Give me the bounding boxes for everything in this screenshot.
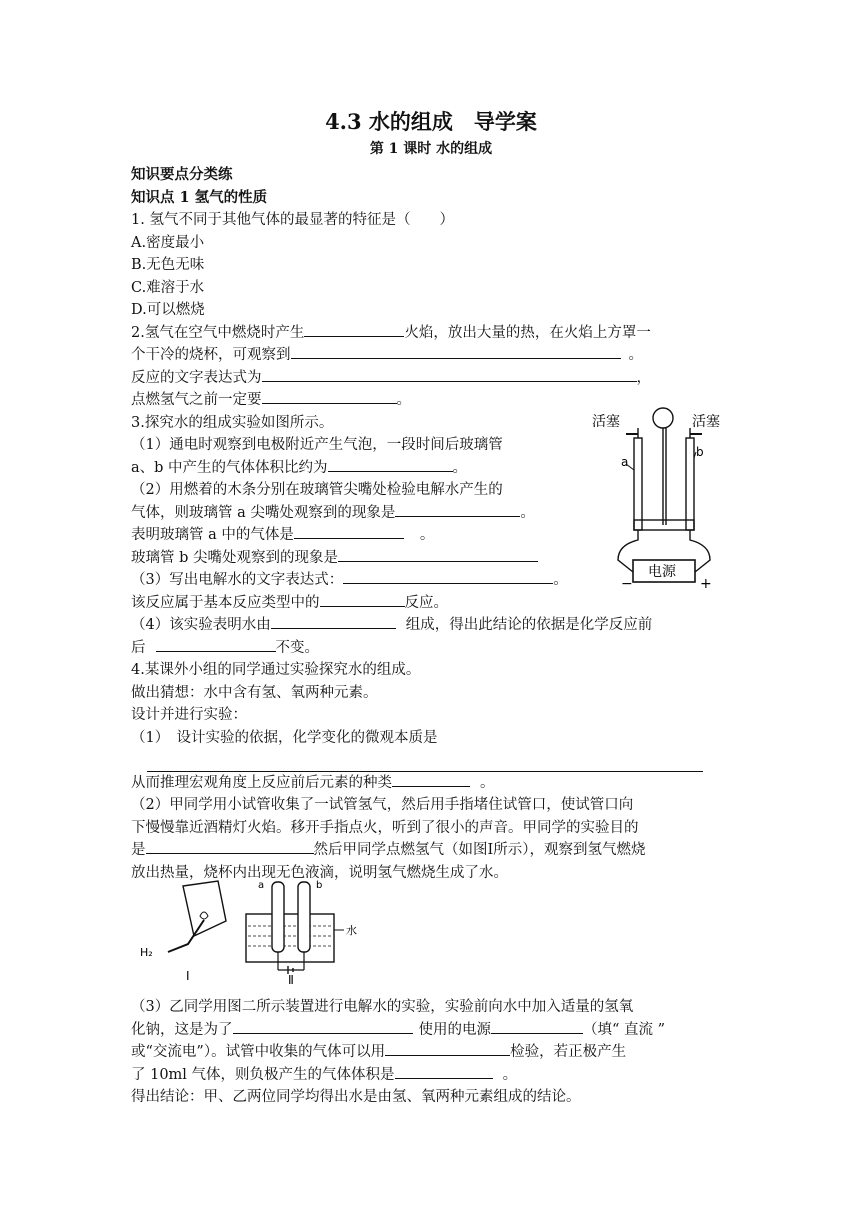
section-heading: 知识要点分类练 xyxy=(131,166,233,183)
page-title: 4.3 水的组成 导学案 xyxy=(325,109,537,134)
question-4-part-3g: 了 10ml 气体，则负极产生的气体体积是 。 xyxy=(131,1064,731,1087)
answer-blank[interactable] xyxy=(291,344,621,359)
question-3-part-2b: 气体，则玻璃管 a 尖嘴处观察到的现象是 。 xyxy=(131,502,731,525)
question-4-part-2c: 是 然后甲同学点燃氢气（如图Ⅰ所示），观察到氢气燃烧 xyxy=(131,839,731,862)
question-2-line-4: 点燃氢气之前一定要 。 xyxy=(131,389,731,412)
question-3-part-3c: 该反应属于基本反应类型中的 反应。 xyxy=(131,592,731,615)
question-4-stem: 4.某课外小组的同学通过实验探究水的组成。 xyxy=(131,662,421,678)
power-label: 电源 xyxy=(648,564,676,580)
answer-blank-full-line[interactable] xyxy=(147,749,703,772)
answer-blank[interactable] xyxy=(294,524,404,539)
question-4-part-1b: 从而推理宏观角度上反应前后元素的种类 。 xyxy=(131,772,731,795)
question-4-part-2b: 下慢慢靠近酒精灯火焰。移开手指点火，听到了很小的声音。甲同学的实验目的 xyxy=(131,819,639,836)
answer-blank[interactable] xyxy=(271,614,396,629)
answer-blank[interactable] xyxy=(262,389,397,404)
question-4-part-2e: 放出热量，烧杯内出现无色液滴，说明氢气燃烧生成了水。 xyxy=(131,864,508,881)
question-3-part-1a: （1）通电时观察到电极附近产生气泡，一段时间后玻璃管 xyxy=(131,437,503,453)
plus-sign: + xyxy=(700,576,712,590)
question-4-part-2a: （2）甲同学用小试管收集了一试管氢气，然后用手指堵住试管口，使试管口向 xyxy=(131,797,634,813)
question-4-conclusion: 得出结论：甲、乙两位同学均得出水是由氢、氧两种元素组成的结论。 xyxy=(131,1089,581,1105)
question-3-part-3a: （3）写出电解水的文字表达式： 。 xyxy=(131,569,731,592)
answer-blank[interactable] xyxy=(395,1064,493,1079)
answer-blank[interactable] xyxy=(146,839,314,854)
label-b: b xyxy=(696,445,704,459)
label-a: a xyxy=(621,455,629,469)
question-1-option-b: B.无色无味 xyxy=(131,257,205,273)
answer-blank[interactable] xyxy=(156,637,276,652)
question-3-part-2f: 玻璃管 b 尖嘴处观察到的现象是 xyxy=(131,547,731,570)
figure-1-beaker xyxy=(168,881,226,952)
figure-2-electrolysis xyxy=(246,882,344,974)
question-2-line-3: 反应的文字表达式为 ， xyxy=(131,367,731,390)
minus-sign: − xyxy=(621,576,633,590)
tube-a xyxy=(634,438,642,530)
question-1-option-a: A.密度最小 xyxy=(131,234,205,251)
answer-blank[interactable] xyxy=(491,1019,583,1034)
hydrogen-figures xyxy=(138,876,368,986)
question-3-part-2d: 表明玻璃管 a 中的气体是 。 xyxy=(131,524,731,547)
answer-blank[interactable] xyxy=(343,569,553,584)
question-4-part-3e: 或“交流电”）。试管中收集的气体可以用 检验，若正极产生 xyxy=(131,1041,731,1064)
answer-blank[interactable] xyxy=(328,457,453,472)
tube-b xyxy=(686,438,694,530)
question-1-stem: 1. 氢气不同于其他气体的最显著的特征是（ ） xyxy=(131,212,454,228)
answer-blank[interactable] xyxy=(338,547,538,562)
question-1-option-c: C.难溶于水 xyxy=(131,279,205,296)
question-4-part-1a: （1） 设计实验的依据，化学变化的微观本质是 xyxy=(131,729,438,746)
reservoir-bulb xyxy=(653,408,673,428)
figure-2-label-b: b xyxy=(316,880,323,891)
stopcock-label-right: 活塞 xyxy=(692,414,720,430)
figure-2-label: Ⅱ xyxy=(288,973,294,986)
answer-blank[interactable] xyxy=(320,592,405,607)
question-3-part-1b: a、b 中产生的气体体积比约为 。 xyxy=(131,457,731,480)
question-3-stem: 3.探究水的组成实验如图所示。 xyxy=(131,414,334,431)
answer-blank[interactable] xyxy=(395,502,520,517)
answer-blank[interactable] xyxy=(392,772,470,787)
question-1-option-d: D.可以燃烧 xyxy=(131,302,205,318)
answer-blank[interactable] xyxy=(262,367,637,382)
h2-label: H₂ xyxy=(140,946,153,959)
question-4-guess: 做出猜想：水中含有氢、氧两种元素。 xyxy=(131,684,378,701)
question-3-part-4a: （4）该实验表明水由 组成，得出此结论的依据是化学反应前 xyxy=(131,614,731,637)
question-4-part-3b: 化钠，这是为了 使用的电源 （填“ 直流 ” xyxy=(131,1019,731,1042)
connector-tube xyxy=(634,520,694,530)
figure-1-label: Ⅰ xyxy=(186,969,190,983)
figure-2-label-a: a xyxy=(258,880,265,891)
question-2-line-2: 个干冷的烧杯，可观察到 。 xyxy=(131,344,731,367)
answer-blank[interactable] xyxy=(233,1019,413,1034)
water-label: 水 xyxy=(346,924,357,937)
knowledge-point-heading: 知识点 1 氢气的性质 xyxy=(131,188,268,206)
answer-blank[interactable] xyxy=(304,322,404,337)
page-subtitle: 第 1 课时 水的组成 xyxy=(369,141,493,157)
question-2-line-1: 2.氢气在空气中燃烧时产生 火焰，放出大量的热，在火焰上方罩一 xyxy=(131,322,731,345)
question-3-part-4c: 后 不变。 xyxy=(131,637,731,660)
answer-blank[interactable] xyxy=(385,1041,510,1056)
question-3-part-2a: （2）用燃着的木条分别在玻璃管尖嘴处检验电解水产生的 xyxy=(131,482,503,498)
question-4-design: 设计并进行实验： xyxy=(131,707,247,723)
electrolysis-apparatus-figure xyxy=(588,400,738,590)
question-4-part-3a: （3）乙同学用图二所示装置进行电解水的实验，实验前向水中加入适量的氢氧 xyxy=(131,999,634,1015)
stopcock-label-left: 活塞 xyxy=(592,414,620,430)
